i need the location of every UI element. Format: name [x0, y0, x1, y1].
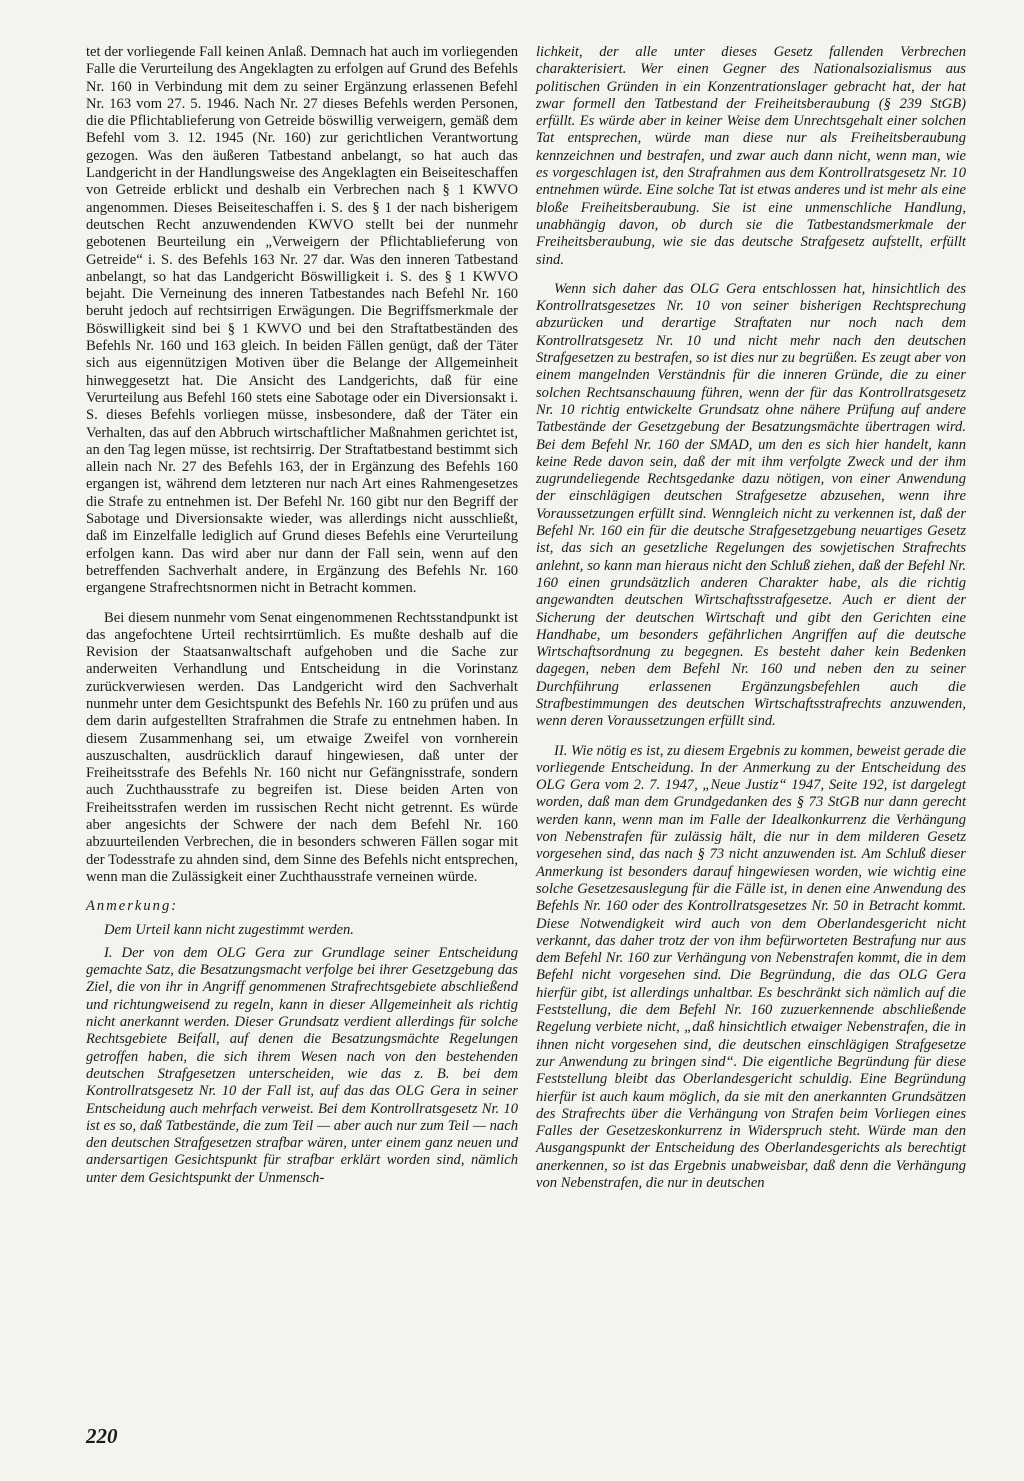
left-paragraph-2: Bei diesem nunmehr vom Senat eingenommenen Rechtsstandpunkt ist das angefochtene Urteil rechtsirrtümlich. Es mußte deshalb auf die Revision der Staatsanwaltschaft aufgehoben und die Sache zur anderweiten Verhandlung und Entscheidung in die Vorinstanz zurückverwiesen werden. Das Landgericht wird den Sachverhalt nunmehr unter dem Gesichtspunkt des Befehls Nr. 160 zu prüfen und aus dem darin aufgestellten Strafrahmen die Strafe zu entnehmen haben. In diesem Zusammenhang sei, um etwaige Zweifel von vornherein auszuschalten, ausdrücklich darauf hingewiesen, daß unter der Freiheitsstrafe des Befehls Nr. 160 nicht nur Gefängnisstrafe, sondern auch Zuchthausstrafe zu begreifen ist. Diese beiden Arten von Freiheitsstrafen werden im russischen Recht nicht getrennt. Es würde aber angesichts der Schwere der nach dem Befehl Nr. 160 abzuurteilenden Verbrechen, die in besonders schweren Fällen sogar mit der Todesstrafe zu ahnden sind, dem Sinne des Befehls nicht entsprechen, wenn man die Zulässigkeit einer Zuchthausstrafe verneinen würde. — [86, 609, 518, 885]
right-paragraph-3: II. Wie nötig es ist, zu diesem Ergebnis zu kommen, beweist gerade die vorliegende Entscheidung. In der Anmerkung zu der Entscheidung des OLG Gera vom 2. 7. 1947, „Neue Justiz“ 1947, Seite 192, ist dargelegt worden, daß man dem Grundgedanken des § 73 StGB nur dann gerecht werden kann, wenn man im Falle der Idealkonkurrenz die Verhängung von Nebenstrafen für zulässig hält, die nur in dem milderen Gesetz vorgesehen sind, das nach § 73 nicht anzuwenden ist. Am Schluß dieser Anmerkung ist besonders darauf hingewiesen worden, wie wichtig eine solche Gesetzesauslegung für die Fälle ist, in denen eine Anwendung des Befehls Nr. 160 oder des Kontrollratsgesetzes Nr. 50 in Betracht kommt. Diese Notwendigkeit wird auch von dem Oberlandesgericht nicht verkannt, das daher trotz der von ihm befürworteten Bestrafung nur aus dem Befehl Nr. 160 zur Verhängung von Nebenstrafen kommt, die in dem Befehl nicht vorgesehen sind. Die Begründung, die das OLG Gera hierfür gibt, ist allerdings unhaltbar. Es beschränkt sich nämlich auf die Feststellung, die dem Befehl Nr. 160 zuzuerkennende abschließende Regelung verbiete nicht, „daß hinsichtlich etwaiger Nebenstrafen, die in ihnen nicht vorgesehen sind, die deutschen einschlägigen Strafgesetze zur Anwendung zu bringen sind“. Die eigentliche Begründung für diese Feststellung bleibt das Oberlandesgericht schuldig. Eine Begründung hierfür ist auch kaum möglich, da sie mit den anerkannten Grundsätzen des Strafrechts über die Verhängung von Strafen beim Vorliegen eines Falles der Gesetzeskonkurrenz in Widerspruch steht. Würde man den Ausgangspunkt der Entscheidung des Oberlandesgerichts als berechtigt anerkennen, so ist das Ergebnis unabweisbar, daß denn die Verhängung von Nebenstrafen, die nur in deutschen — [536, 742, 966, 1191]
page-number: 220 — [86, 1424, 118, 1448]
column-divider — [527, 44, 528, 1414]
right-column — [536, 44, 966, 1192]
annotation-section-1: I. Der von dem OLG Gera zur Grundlage seiner Entscheidung gemachte Satz, die Besatzungsmacht verfolge bei ihrer Gesetzgebung das Ziel, die von ihr in Angriff genommenen Strafrechtsgebiete abschließend und richtungweisend zu regeln, kann in dieser Allgemeinheit als richtig nicht anerkannt werden. Dieser Grundsatz verdient allerdings für solche Rechtsgebiete Beifall, auf denen die Besatzungsmächte Regelungen getroffen haben, die sich ihrem Wesen nach von den bestehenden deutschen Strafgesetzen unterscheiden, wie das z. B. bei dem Kontrollratsgesetz Nr. 10 der Fall ist, auf das das OLG Gera in seiner Entscheidung auch mehrfach verweist. Bei dem Kontrollratsgesetz Nr. 10 ist es so, daß Tatbestände, die zum Teil — aber auch nur zum Teil — nach den deutschen Strafgesetzen strafbar wären, unter einem ganz neuen und andersartigen Gesichtspunkt für strafbar erklärt worden sind, nämlich unter dem Gesichtspunkt der Unmensch- — [86, 944, 518, 1186]
left-column — [86, 44, 518, 1187]
right-paragraph-2: Wenn sich daher das OLG Gera entschlossen hat, hinsichtlich des Kontrollratsgesetzes Nr. 10 von seiner bisherigen Rechtsprechung abzurücken und derartige Straftaten nur noch nach dem Kontrollratsgesetz Nr. 10 und nicht mehr nach den deutschen Strafgesetzen zu bestrafen, so ist dies nur zu begrüßen. Es zeugt aber von einem mangelnden Verständnis für die inneren Gründe, die zu einer solchen Rechtsanschauung führen, wenn der für das Kontrollratsgesetz Nr. 10 richtig entwickelte Grundsatz ohne nähere Prüfung auf andere Tatbestände der Gesetzgebung der Besatzungsmächte übertragen wird. Bei dem Befehl Nr. 160 der SMAD, um den es sich hier handelt, kann keine Rede davon sein, daß der mit ihm verfolgte Zweck und der ihm zugrundeliegende Rechtsgedanke dazu nötigen, von einer Anwendung der einschlägigen deutschen Strafgesetze abzusehen, wenn ihre Voraussetzungen erfüllt sind. Wenngleich nicht zu verkennen ist, daß der Befehl Nr. 160 ein für die deutsche Strafgesetzgebung neuartiges Gesetz ist, das sich an gesetzliche Regelungen des sowjetischen Strafrechts anlehnt, so kann man hieraus nicht den Schluß ziehen, daß der Befehl Nr. 160 einen grundsätzlich anderen Charakter habe, als die richtig angewandten deutschen Wirtschaftsstrafgesetze. Auch er dient der Sicherung der deutschen Wirtschaft und gibt den Gerichten eine Handhabe, um besonders gefährlichen Angriffen auf die deutsche Wirtschaftsordnung zu begegnen. Es besteht daher kein Bedenken dagegen, neben dem Befehl Nr. 160 und neben den zu seiner Durchführung erlassenen Ergänzungsbefehlen auch die Strafbestimmungen des deutschen Wirtschaftsstrafrechts anzuwenden, wenn deren Voraussetzungen erfüllt sind. — [536, 280, 966, 730]
right-paragraph-1: lichkeit, der alle unter dieses Gesetz fallenden Verbrechen charakterisiert. Wer einen Gegner des Nationalsozialismus aus politischen Gründen in ein Konzentrationslager gebracht hat, der hat zwar formell den Tatbestand der Freiheitsberaubung (§ 239 StGB) erfüllt. Es würde aber in keiner Weise dem Unrechtsgehalt einer solchen Tat entsprechen, würde man diese nur als Freiheitsberaubung kennzeichnen und bestrafen, und zwar auch dann nicht, wenn man, wie es vorgeschlagen ist, den Strafrahmen aus dem Kontrollratsgesetz Nr. 10 entnehmen würde. Eine solche Tat ist etwas anderes und ist mehr als eine bloße Freiheitsberaubung. Sie ist eine unmenschliche Handlung, unabhängig davon, ob durch sie die Tatbestandsmerkmale der Freiheitsberaubung, wie sie das deutsche Strafgesetz aufstellt, erfüllt sind. — [536, 44, 966, 268]
annotation-heading: Anmerkung: — [86, 898, 179, 915]
annotation-lead: Dem Urteil kann nicht zugestimmt werden. — [104, 921, 354, 938]
left-paragraph-1: tet der vorliegende Fall keinen Anlaß. Demnach hat auch im vorliegenden Falle die Verurteilung des Angeklagten zu erfolgen auf Grund des Befehls Nr. 160 in Verbindung mit dem zu seiner Ergänzung erlassenen Befehl Nr. 163 vom 27. 5. 1946. Nach Nr. 27 dieses Befehls werden Personen, die die Pflichtablieferung von Getreide böswillig verweigern, gemäß dem Befehl vom 3. 12. 1945 (Nr. 160) zur gerichtlichen Verantwortung gezogen. Was den äußeren Tatbestand anbelangt, so hat auch das Landgericht in der Handlungsweise des Angeklagten ein Beiseiteschaffen von Getreide erblickt und deshalb ein Verbrechen nach § 1 KWVO angenommen. Dieses Beiseiteschaffen i. S. des § 1 der nach bisherigem deutschen Recht anzuwendenden KWVO stellt bei der nunmehr gebotenen Beurteilung ein „Verweigern der Pflichtablieferung von Getreide“ i. S. des Befehls 163 Nr. 27 dar. Was den inneren Tatbestand anbelangt, so hat das Landgericht Böswilligkeit i. S. des § 1 KWVO bejaht. Die Verneinung des inneren Tatbestandes nach Befehl Nr. 160 beruht jedoch auf rechtsirrigen Erwägungen. Die Begriffsmerkmale der Böswilligkeit sind bei § 1 KWVO und bei den Straftatbeständen des Befehls Nr. 160 und 163 gleich. In beiden Fällen genügt, daß der Täter sich aus eigennützigen Motiven über die Belange der Allgemeinheit hinweggesetzt hat. Die Ansicht des Landgerichts, daß für eine Verurteilung aus Befehl 160 stets eine Sabotage oder ein Diversionsakt i. S. dieses Befehls vorliegen müsse, insbesondere, daß der Täter ein Verhalten, das auf den Abbruch wirtschaftlicher Maßnahmen gerichtet ist, an den Tag legen müsse, ist rechtsirrig. Der Straftatbestand bestimmt sich allein nach Nr. 27 des Befehls 163, der in Ergänzung des Befehls 160 ergangen ist, während dem letzteren nur nach Art eines Rahmengesetzes die Strafe zu entnehmen ist. Der Befehl Nr. 160 gibt nur den Begriff der Sabotage und Diversionsakte wieder, was allerdings nicht ausschließt, daß im Einzelfalle lediglich auf Grund dieses Befehls eine Verurteilung erfolgen kann. Das wird aber nur dann der Fall sein, wenn auf den betreffenden Sachverhalt andere, in Ergänzung des Befehls Nr. 160 ergangene Strafrechtsnormen nicht in Betracht kommen. — [86, 44, 518, 597]
